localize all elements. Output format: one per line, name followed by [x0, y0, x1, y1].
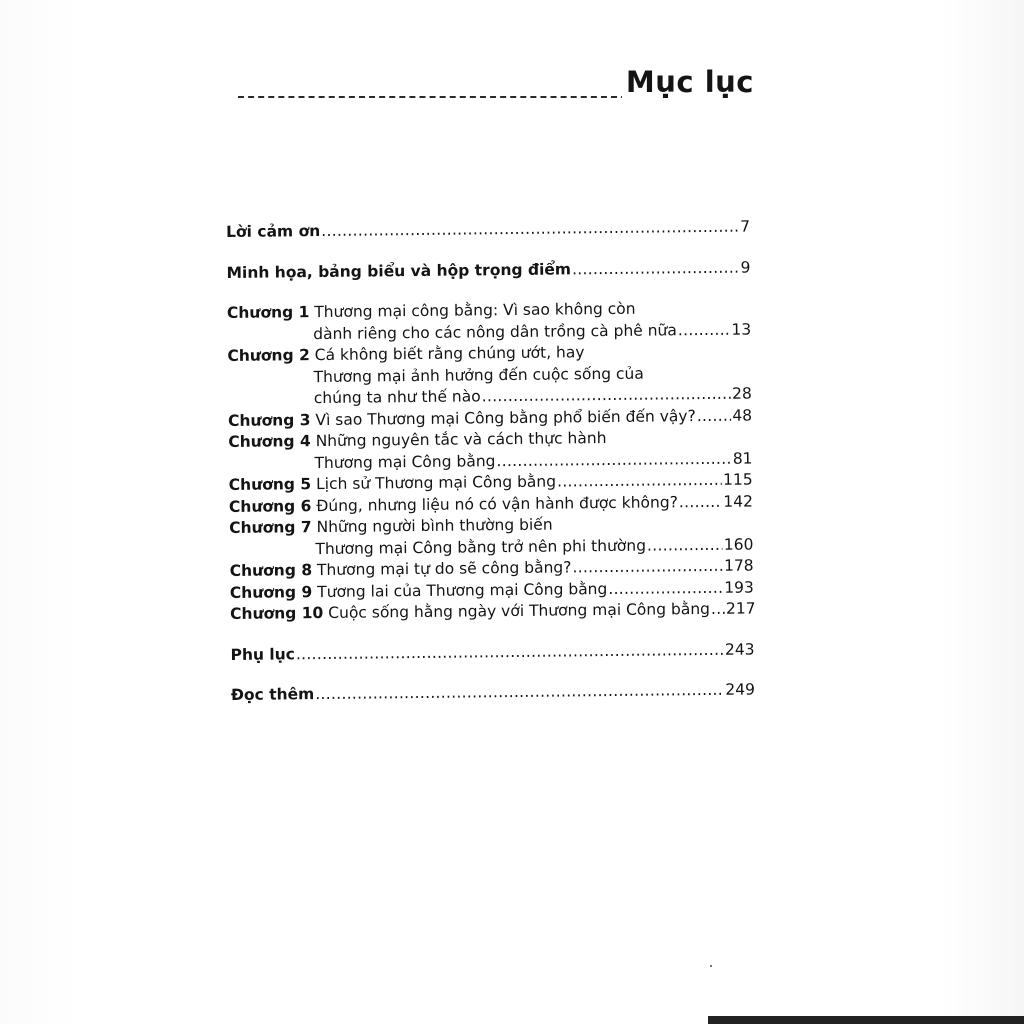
dot-leader [321, 217, 739, 243]
entry-page: 28 [731, 384, 752, 403]
page-title: Mục lục [622, 62, 754, 102]
dot-leader [647, 534, 723, 556]
chapter-label: Chương 5 [228, 475, 312, 494]
dot-leader [608, 577, 723, 600]
print-speck [710, 965, 712, 967]
entry-page: 217 [725, 599, 756, 618]
chapter-title-line: Cuộc sống hằng ngày với Thương mại Công bằng [328, 599, 711, 622]
toc-entry-acknowledgements[interactable] [226, 217, 750, 244]
chapter-title-line: Đúng, nhưng liệu nó có vận hành được không? [316, 492, 678, 515]
toc-header [238, 62, 754, 106]
entry-page: 9 [740, 258, 751, 277]
chapter-label: Chương 9 [229, 582, 313, 602]
entry-page: 115 [723, 470, 753, 489]
entry-label: Đọc thêm [230, 685, 315, 704]
dot-leader [679, 491, 723, 513]
chapter-label: Chương 7 [229, 518, 312, 537]
entry-page: 243 [724, 639, 755, 659]
chapter-label: Chương 4 [228, 432, 311, 451]
entry-label: Lời cảm ơn [226, 222, 321, 241]
entry-label: Phụ lục [230, 644, 295, 664]
chapter-title-line: Những người bình thường biến [316, 515, 553, 537]
entry-label: Minh họa, bảng biểu và hộp trọng điểm [226, 259, 572, 282]
dot-leader [557, 470, 722, 493]
table-of-contents [226, 217, 755, 707]
toc-entry-chapter-10[interactable] [230, 598, 754, 625]
page-edge-shadow [708, 1016, 1024, 1024]
chapter-label: Chương 10 [230, 604, 324, 623]
chapter-title-line: Thương mại công bằng: Vì sao không còn [314, 299, 636, 322]
entry-page: 193 [724, 577, 754, 597]
toc-entry-chapter-4[interactable] [228, 427, 752, 475]
entry-page: 142 [723, 491, 754, 511]
dot-leader [482, 384, 732, 408]
dot-leader [697, 405, 732, 427]
dot-leader [296, 639, 724, 665]
entry-page: 7 [740, 217, 751, 236]
dot-leader [678, 319, 731, 341]
toc-entry-chapter-7[interactable] [229, 512, 753, 560]
entry-page: 249 [725, 680, 756, 699]
dot-leader [711, 599, 725, 621]
dot-leader [572, 257, 740, 280]
chapter-label: Chương 3 [227, 410, 311, 430]
dot-leader [496, 448, 732, 472]
chapter-label: Chương 6 [228, 496, 312, 516]
chapter-label: Chương 8 [229, 561, 313, 580]
chapter-title-line: Cá không biết rằng chúng ướt, hay [314, 343, 585, 365]
chapter-title-line: Thương mại ảnh hưởng đến cuộc sống của [313, 364, 644, 386]
dot-leader [315, 680, 724, 706]
chapter-title-line: chúng ta như thế nào [313, 387, 481, 408]
entry-page: 160 [723, 534, 754, 554]
toc-entry-appendix[interactable] [230, 639, 754, 666]
toc-entry-illustrations[interactable] [226, 257, 750, 284]
chapter-title-line: Thương mại Công bằng [314, 451, 496, 472]
chapter-title-line: Thương mại Công bằng trở nên phi thường [315, 536, 647, 558]
entry-page: 48 [732, 406, 753, 425]
chapter-label: Chương 1 [226, 303, 310, 322]
entry-page: 13 [731, 320, 752, 339]
chapter-title-line: Tương lai của Thương mại Công bằng [317, 579, 608, 601]
dot-leader [572, 556, 723, 579]
chapter-title-line: Thương mại tự do sẽ công bằng? [316, 558, 572, 580]
entry-page: 178 [723, 556, 754, 575]
chapter-title-line: Những nguyên tắc và cách thực hành [315, 429, 607, 451]
chapter-label: Chương 2 [227, 346, 310, 365]
toc-entry-chapter-2[interactable] [227, 341, 752, 411]
chapter-title-line: Vì sao Thương mại Công bằng phổ biến đến vậy? [315, 406, 696, 429]
entry-page: 81 [732, 449, 753, 468]
toc-entry-chapter-1[interactable] [227, 298, 751, 346]
chapter-title-line: dành riêng cho các nông dân trồng cà phê nữa [313, 320, 677, 343]
chapter-title-line: Lịch sử Thương mại Công bằng [315, 472, 557, 494]
